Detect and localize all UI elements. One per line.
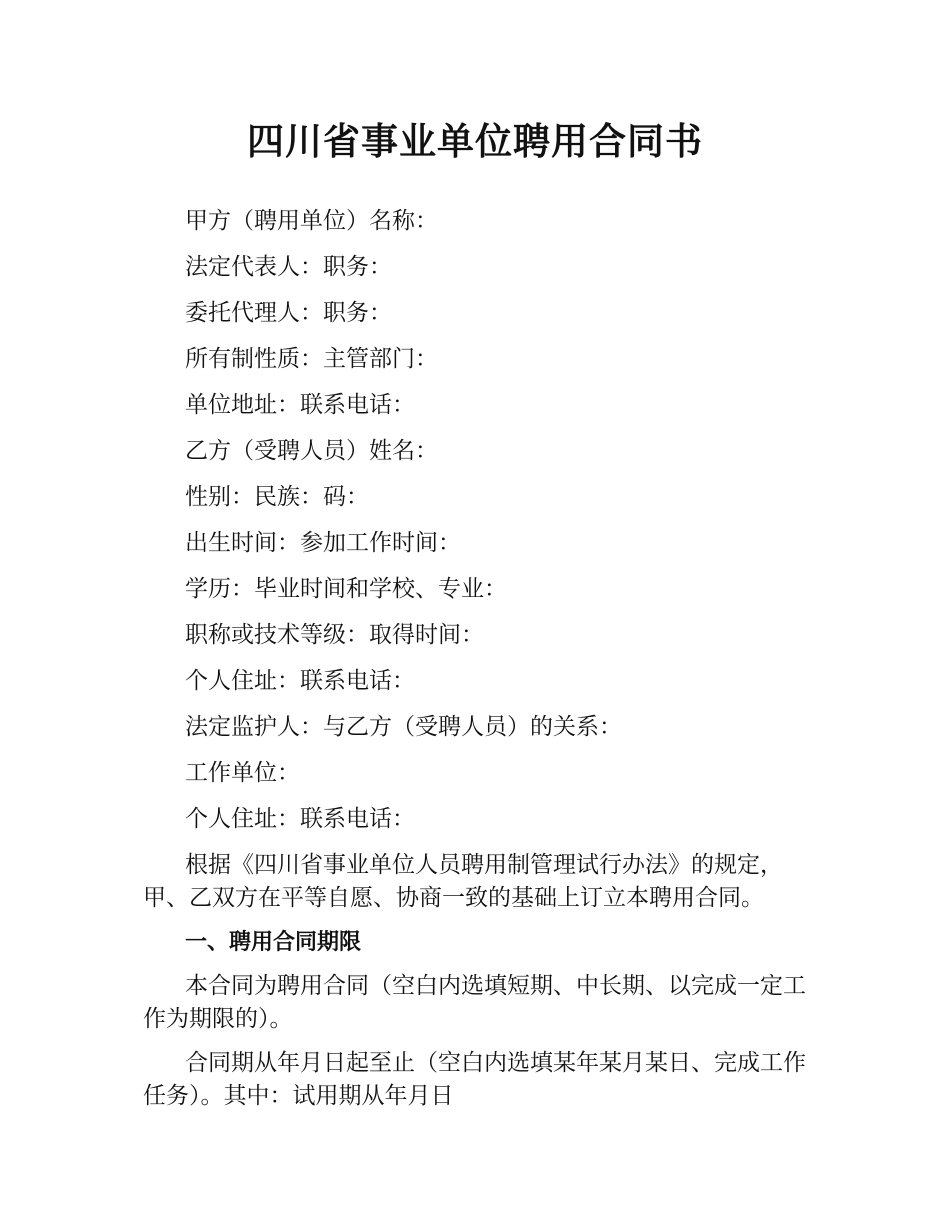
field-legal-guardian: 法定监护人：与乙方（受聘人员）的关系： bbox=[185, 714, 622, 740]
field-ownership-nature: 所有制性质：主管部门： bbox=[185, 346, 438, 372]
field-guardian-address: 个人住址：联系电话： bbox=[185, 806, 415, 832]
field-gender-ethnicity: 性别：民族：码： bbox=[185, 484, 369, 510]
field-party-a-name: 甲方（聘用单位）名称： bbox=[185, 208, 438, 234]
field-education: 学历：毕业时间和学校、专业： bbox=[185, 576, 507, 602]
field-guardian-work-unit: 工作单位： bbox=[185, 760, 300, 786]
contract-period-paragraph: 合同期从年月日起至止（空白内选填某年某月某日、完成工作任务）。其中：试用期从年月日 bbox=[143, 1050, 806, 1109]
document-title: 四川省事业单位聘用合同书 bbox=[247, 120, 703, 163]
field-personal-address: 个人住址：联系电话： bbox=[185, 668, 415, 694]
field-legal-representative: 法定代表人：职务： bbox=[185, 254, 392, 280]
document-body bbox=[143, 198, 811, 1113]
field-professional-title: 职称或技术等级：取得时间： bbox=[185, 622, 484, 648]
basis-paragraph: 根据《四川省事业单位人员聘用制管理试行办法》的规定，甲、乙双方在平等自愿、协商一致的基础上订立本聘用合同。 bbox=[143, 852, 783, 911]
section-heading-contract-term: 一、聘用合同期限 bbox=[185, 930, 362, 955]
contract-type-paragraph: 本合同为聘用合同（空白内选填短期、中长期、以完成一定工作为期限的）。 bbox=[143, 973, 806, 1032]
field-birth-work-time: 出生时间：参加工作时间： bbox=[185, 530, 461, 556]
field-unit-address: 单位地址：联系电话： bbox=[185, 392, 415, 418]
field-authorized-agent: 委托代理人：职务： bbox=[185, 300, 392, 326]
field-party-b-name: 乙方（受聘人员）姓名： bbox=[185, 438, 438, 464]
